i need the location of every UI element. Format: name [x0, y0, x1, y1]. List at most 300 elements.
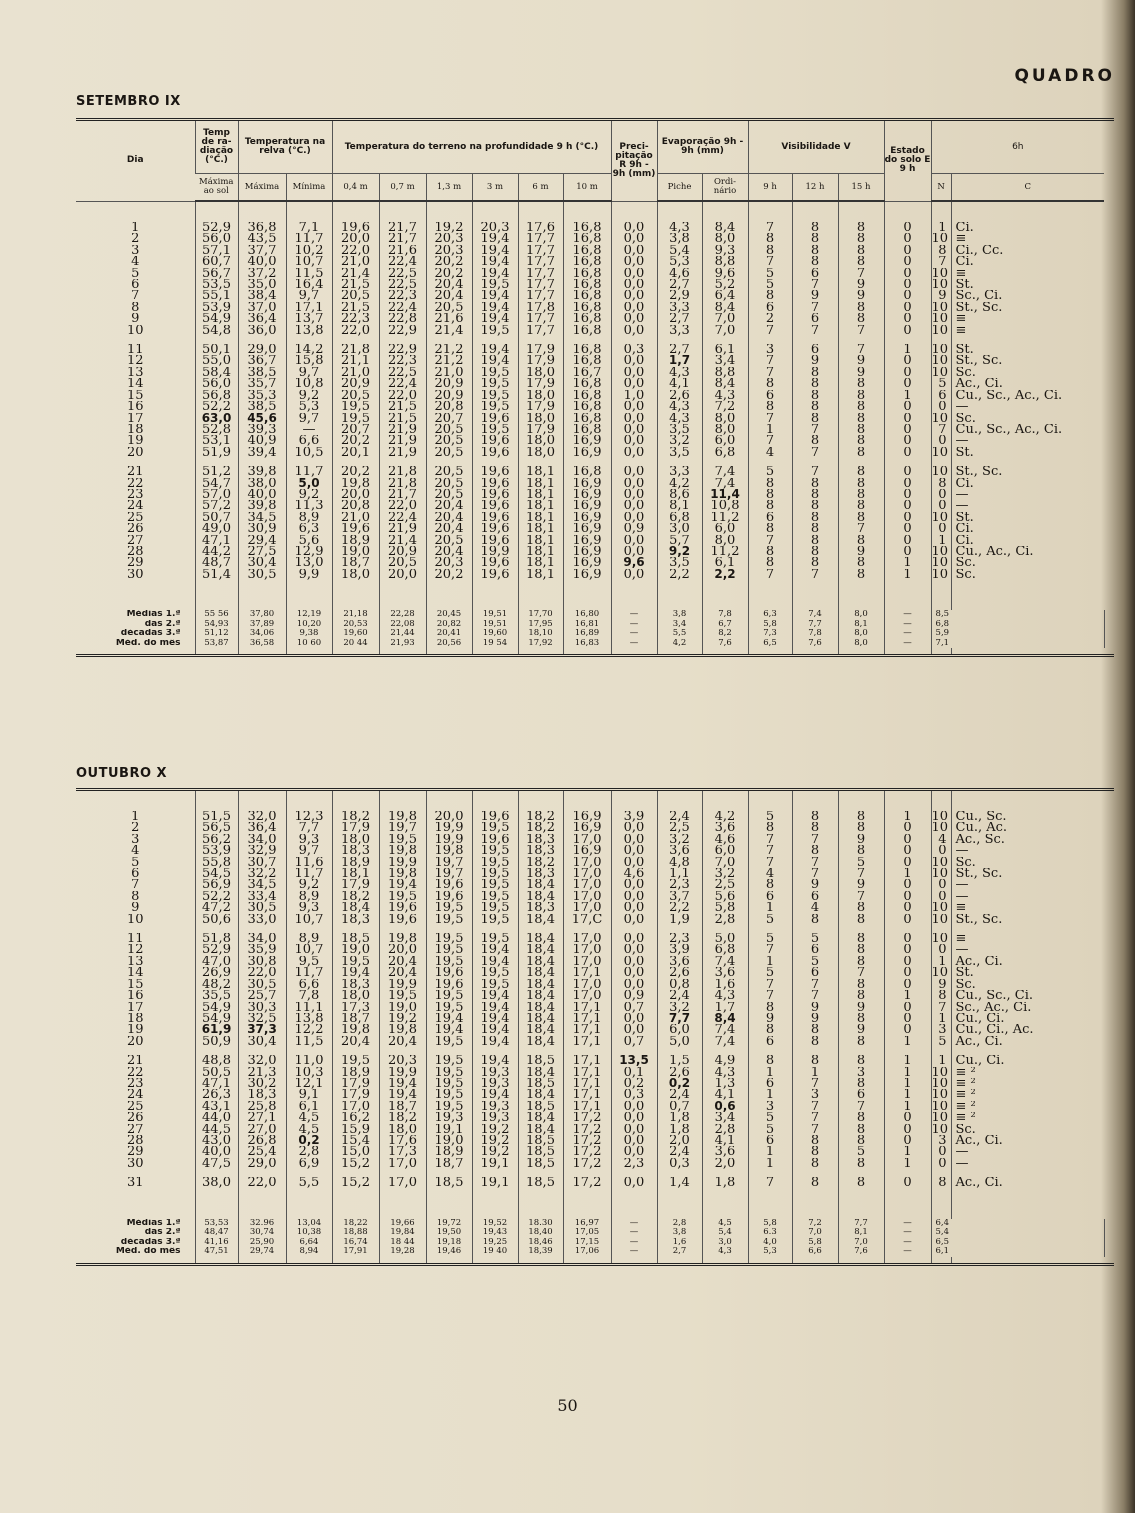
value-cell: 4,1	[702, 1135, 748, 1146]
value-cell: 1,4	[657, 1177, 702, 1188]
value-cell: 7,0	[702, 325, 748, 336]
value-cell: 1	[748, 1158, 792, 1169]
value-cell: 8	[838, 811, 884, 822]
average-cell: 54,93	[195, 620, 238, 630]
value-cell: 8	[792, 222, 838, 233]
value-cell: 3,5	[657, 557, 702, 568]
value-cell: 1	[748, 424, 792, 435]
value-cell: 2,4	[657, 811, 702, 822]
value-cell: 22,4	[379, 378, 426, 389]
value-cell: 0	[884, 447, 931, 458]
average-cell: 7,6	[838, 1247, 884, 1257]
value-cell: 56,2	[195, 834, 238, 845]
value-cell: 20,5	[426, 447, 472, 458]
value-cell: 3,6	[657, 956, 702, 967]
value-cell: 1	[884, 811, 931, 822]
table-row	[76, 979, 1114, 990]
value-cell: 17,0	[563, 868, 611, 879]
value-cell: 19,4	[472, 1055, 518, 1066]
value-cell: 0	[884, 256, 931, 267]
value-cell: 48,8	[195, 1055, 238, 1066]
value-cell: 10	[931, 569, 951, 580]
day-cell: 22	[126, 1066, 144, 1078]
value-cell: 6,1	[702, 557, 748, 568]
depth-header: 10 m	[563, 174, 611, 202]
value-cell: —	[951, 1158, 1104, 1169]
value-cell: 22,3	[379, 290, 426, 301]
value-cell: 18,1	[518, 546, 563, 557]
value-cell: ≡ ²	[951, 1089, 1104, 1100]
value-cell: 18,4	[518, 956, 563, 967]
value-cell: 0,0	[611, 845, 657, 856]
average-cell: 6,8	[931, 620, 1104, 630]
value-cell: 7	[931, 424, 951, 435]
value-cell: 10	[931, 466, 951, 477]
value-cell: 1	[748, 1089, 792, 1100]
value-cell: 19,4	[472, 1089, 518, 1100]
value-cell: 0	[931, 500, 951, 511]
value-cell: 18,4	[332, 902, 379, 913]
value-cell: 38,4	[238, 290, 286, 301]
october-table	[76, 791, 1114, 1263]
value-cell: 0,0	[611, 290, 657, 301]
value-cell: 9,2	[286, 879, 332, 890]
value-cell: 18,1	[332, 868, 379, 879]
value-cell: 16,8	[563, 390, 611, 401]
value-cell: 19,6	[472, 413, 518, 424]
value-cell: 19,2	[472, 1135, 518, 1146]
value-cell: 9	[838, 834, 884, 845]
value-cell: 18,9	[426, 1146, 472, 1157]
value-cell: 1	[884, 1146, 931, 1157]
value-cell: 19,5	[379, 891, 426, 902]
value-cell: 20,3	[426, 245, 472, 256]
value-cell: 33,0	[238, 914, 286, 925]
value-cell: 20,4	[426, 279, 472, 290]
average-cell: 16,97	[563, 1219, 611, 1229]
value-cell: 0	[931, 944, 951, 955]
visib-header: Visibilidade V	[748, 121, 884, 174]
value-cell: 0,0	[611, 1177, 657, 1188]
table-row	[76, 868, 1114, 879]
value-cell: 0	[884, 944, 931, 955]
value-cell: 4	[748, 447, 792, 458]
value-cell: 20,9	[379, 546, 426, 557]
value-cell: 8	[838, 222, 884, 233]
table-row	[76, 967, 1114, 978]
average-cell: 17,95	[518, 620, 563, 630]
value-cell: 11,4	[702, 489, 748, 500]
value-cell: 5	[931, 378, 951, 389]
table-row	[76, 279, 1114, 290]
value-cell: 56,5	[195, 822, 238, 833]
value-cell: 17,2	[563, 1158, 611, 1169]
value-cell: 7	[748, 367, 792, 378]
value-cell: 20,5	[426, 435, 472, 446]
value-cell: 0,0	[611, 1146, 657, 1157]
value-cell: 48,2	[195, 979, 238, 990]
value-cell: 8	[838, 302, 884, 313]
value-cell: 0	[884, 478, 931, 489]
value-cell: 30,7	[238, 857, 286, 868]
table-row	[76, 344, 1114, 355]
value-cell: Cu., Sc., Ac., Ci.	[951, 390, 1104, 401]
value-cell: 18,4	[518, 891, 563, 902]
value-cell: 29,0	[238, 1158, 286, 1169]
value-cell: 4,3	[702, 990, 748, 1001]
value-cell: 7	[792, 990, 838, 1001]
value-cell: 17,3	[379, 1146, 426, 1157]
value-cell: 1	[931, 222, 951, 233]
value-cell: 9,7	[286, 845, 332, 856]
value-cell: 30,4	[238, 1036, 286, 1047]
value-cell: 3,5	[657, 447, 702, 458]
value-cell: 22,9	[379, 325, 426, 336]
value-cell: 13,8	[286, 1013, 332, 1024]
value-cell: 0	[884, 512, 931, 523]
day-cell: 27	[126, 534, 144, 546]
value-cell: 7,4	[702, 1024, 748, 1035]
day-cell: 4	[131, 845, 140, 857]
value-cell: 1	[748, 956, 792, 967]
value-cell: 6	[931, 390, 951, 401]
value-cell: 6,0	[702, 845, 748, 856]
value-cell: 8	[931, 990, 951, 1001]
average-cell: 5,4	[702, 1228, 748, 1238]
value-cell: 17,9	[332, 879, 379, 890]
value-cell: 16,8	[563, 344, 611, 355]
value-cell: 11,7	[286, 868, 332, 879]
day-cell: 24	[126, 500, 144, 512]
value-cell: 16,8	[563, 424, 611, 435]
value-cell: 9	[838, 367, 884, 378]
empty-cell	[1104, 1247, 1114, 1257]
value-cell: 2,4	[657, 1146, 702, 1157]
value-cell: 37,7	[238, 245, 286, 256]
value-cell: 0,6	[702, 1101, 748, 1112]
value-cell: 7,0	[702, 857, 748, 868]
value-cell: 19,5	[472, 367, 518, 378]
value-cell: 16,9	[563, 546, 611, 557]
value-cell: 6,8	[657, 512, 702, 523]
average-cell: 37,89	[238, 620, 286, 630]
value-cell: Cu., Sc., Ac., Ci.	[951, 424, 1104, 435]
value-cell: 20,3	[379, 1055, 426, 1066]
value-cell: 21,5	[379, 401, 426, 412]
value-cell: 2,4	[657, 990, 702, 1001]
value-cell: 0	[884, 834, 931, 845]
value-cell: St., Sc.	[951, 302, 1104, 313]
value-cell: Ci.	[951, 222, 1104, 233]
average-cell: 8,0	[838, 629, 884, 639]
value-cell: 0,0	[611, 857, 657, 868]
value-cell: 4	[748, 868, 792, 879]
value-cell: 17,1	[563, 967, 611, 978]
day-cell: 7	[131, 290, 140, 302]
value-cell: 36,0	[238, 325, 286, 336]
value-cell: 50,1	[195, 344, 238, 355]
value-cell: 8	[748, 478, 792, 489]
value-cell: 19,5	[332, 413, 379, 424]
value-cell: 21,5	[332, 279, 379, 290]
value-cell: 0,0	[611, 478, 657, 489]
value-cell: 20,5	[426, 466, 472, 477]
value-cell: 4,9	[702, 1055, 748, 1066]
value-cell: 3,4	[702, 355, 748, 366]
value-cell: 8,0	[702, 233, 748, 244]
value-cell: 7	[792, 466, 838, 477]
value-cell: 7	[838, 325, 884, 336]
value-cell: 8	[792, 1146, 838, 1157]
value-cell: 1	[884, 1036, 931, 1047]
temp-relva-header: Temperatura na relva (°C.)	[238, 121, 332, 174]
average-cell: 17,91	[332, 1247, 379, 1257]
value-cell: 8	[838, 822, 884, 833]
value-cell: 54,9	[195, 1013, 238, 1024]
value-cell: 0,0	[611, 834, 657, 845]
value-cell: 1	[748, 1146, 792, 1157]
value-cell: 8	[838, 500, 884, 511]
value-cell: 1	[792, 1067, 838, 1078]
value-cell: 0,0	[611, 902, 657, 913]
value-cell: 8	[838, 902, 884, 913]
value-cell: 22,0	[238, 967, 286, 978]
value-cell: 52,8	[195, 424, 238, 435]
value-cell: 15,8	[286, 355, 332, 366]
value-cell: Ac., Ci.	[951, 378, 1104, 389]
average-cell: 19,66	[379, 1219, 426, 1229]
value-cell: 0,0	[611, 302, 657, 313]
average-row	[76, 1228, 1114, 1238]
value-cell: 0,0	[611, 891, 657, 902]
value-cell: 19,5	[472, 325, 518, 336]
value-cell: 14,2	[286, 344, 332, 355]
value-cell: 19,5	[472, 390, 518, 401]
value-cell: 6,8	[702, 944, 748, 955]
value-cell: Ac., Ci.	[951, 1135, 1104, 1146]
value-cell: 48,7	[195, 557, 238, 568]
value-cell: 26,9	[195, 967, 238, 978]
value-cell: 0	[884, 279, 931, 290]
value-cell: 16,9	[563, 569, 611, 580]
value-cell: ≡	[951, 933, 1104, 944]
average-cell: —	[884, 629, 931, 639]
value-cell: 1	[931, 1055, 951, 1066]
value-cell: 10	[931, 1112, 951, 1123]
value-cell: 40,9	[238, 435, 286, 446]
value-cell: 7	[792, 868, 838, 879]
value-cell: 8	[792, 233, 838, 244]
value-cell: 10	[931, 302, 951, 313]
value-cell: 0,0	[611, 489, 657, 500]
value-cell: 52,9	[195, 222, 238, 233]
vis-hour-header: 12 h	[792, 174, 838, 202]
value-cell: 3,2	[702, 868, 748, 879]
value-cell: 7	[748, 569, 792, 580]
day-cell: 12	[126, 355, 144, 367]
value-cell: 8	[748, 233, 792, 244]
day-cell: 3	[131, 833, 140, 846]
value-cell: 19,6	[472, 435, 518, 446]
average-cell: 53,53	[195, 1219, 238, 1229]
value-cell: 0,7	[611, 1036, 657, 1047]
value-cell: 0	[884, 1013, 931, 1024]
value-cell: 19,6	[379, 902, 426, 913]
value-cell: 16,9	[563, 822, 611, 833]
value-cell: 0	[884, 1024, 931, 1035]
value-cell: 54,7	[195, 478, 238, 489]
value-cell: 2,7	[657, 313, 702, 324]
value-cell: 8	[838, 956, 884, 967]
value-cell: 19,4	[426, 1024, 472, 1035]
value-cell: 19,5	[379, 834, 426, 845]
value-cell: 19,7	[426, 868, 472, 879]
value-cell: 8,9	[286, 933, 332, 944]
value-cell: 11,1	[286, 1002, 332, 1013]
average-row	[76, 620, 1114, 630]
value-cell: 51,2	[195, 466, 238, 477]
value-cell: 0	[931, 1158, 951, 1169]
average-cell: 19,43	[472, 1228, 518, 1238]
average-cell: 5,4	[931, 1228, 1104, 1238]
value-cell: 54,8	[195, 325, 238, 336]
value-cell: 7	[838, 868, 884, 879]
value-cell: 40,0	[195, 1146, 238, 1157]
value-cell: 1,6	[702, 979, 748, 990]
value-cell: 0	[884, 822, 931, 833]
value-cell: 18,4	[518, 1002, 563, 1013]
value-cell: 8	[792, 500, 838, 511]
average-cell: 7,7	[792, 620, 838, 630]
value-cell: 49,0	[195, 523, 238, 534]
value-cell: 18,4	[518, 990, 563, 1001]
value-cell: 2,3	[657, 933, 702, 944]
table-row	[76, 879, 1114, 890]
average-label: Méd. do mês	[115, 638, 181, 648]
value-cell: 4,3	[702, 1067, 748, 1078]
value-cell: Sc.	[951, 413, 1104, 424]
value-cell: —	[951, 1146, 1104, 1157]
table-row	[76, 546, 1114, 557]
average-cell: —	[611, 620, 657, 630]
value-cell: —	[951, 401, 1104, 412]
decade-gap	[76, 925, 1114, 933]
value-cell: 8,4	[702, 378, 748, 389]
average-row	[76, 639, 1114, 649]
value-cell: 0	[884, 489, 931, 500]
value-cell: 21,8	[379, 478, 426, 489]
value-cell: 18,1	[518, 535, 563, 546]
average-cell: 7,8	[792, 629, 838, 639]
average-cell: 8,94	[286, 1247, 332, 1257]
value-cell: —	[951, 435, 1104, 446]
day-cell: 4	[131, 256, 140, 268]
value-cell: 19,4	[472, 290, 518, 301]
spacer-row	[76, 201, 1114, 222]
value-cell: 17,2	[563, 1177, 611, 1188]
value-cell: 17,0	[563, 891, 611, 902]
value-cell: 6,4	[702, 290, 748, 301]
value-cell: 8	[838, 569, 884, 580]
average-cell: 19 54	[472, 639, 518, 649]
table-row	[76, 313, 1114, 324]
value-cell: 19,5	[472, 879, 518, 890]
value-cell: 20,0	[379, 569, 426, 580]
value-cell: 17,0	[563, 857, 611, 868]
value-cell: 10	[931, 279, 951, 290]
average-cell: 19,18	[426, 1238, 472, 1248]
value-cell: 8	[792, 845, 838, 856]
value-cell: 16,9	[563, 512, 611, 523]
value-cell: 6,8	[702, 447, 748, 458]
decade-gap	[76, 458, 1114, 466]
value-cell: 0,0	[611, 245, 657, 256]
value-cell: 0,9	[611, 523, 657, 534]
value-cell: 8,0	[702, 424, 748, 435]
day-cell: 6	[131, 868, 140, 880]
value-cell: 7	[838, 1101, 884, 1112]
average-cell: 3,8	[657, 610, 702, 620]
value-cell: 2	[748, 313, 792, 324]
value-cell: 8	[792, 557, 838, 568]
empty-cell	[1104, 639, 1114, 649]
day-cell: 10	[126, 913, 144, 926]
value-cell: 16,8	[563, 325, 611, 336]
value-cell: 58,4	[195, 367, 238, 378]
value-cell: 8	[838, 233, 884, 244]
value-cell: 10	[931, 1089, 951, 1100]
value-cell: 17,7	[518, 279, 563, 290]
value-cell: 8	[792, 390, 838, 401]
value-cell: 38,5	[238, 367, 286, 378]
value-cell: Sc.	[951, 857, 1104, 868]
value-cell: 8,9	[286, 512, 332, 523]
value-cell: 7	[748, 944, 792, 955]
value-cell: 5,7	[657, 535, 702, 546]
value-cell: 6	[792, 891, 838, 902]
value-cell: 30,5	[238, 979, 286, 990]
average-cell: 4,5	[702, 1219, 748, 1229]
value-cell: 7	[748, 435, 792, 446]
table-row	[76, 1124, 1114, 1135]
value-cell: 18,1	[518, 478, 563, 489]
value-cell: 19,3	[426, 1112, 472, 1123]
value-cell: 1	[884, 557, 931, 568]
value-cell: 47,1	[195, 535, 238, 546]
average-cell: 51,12	[195, 629, 238, 639]
value-cell: St.	[951, 279, 1104, 290]
value-cell: 19,5	[426, 990, 472, 1001]
value-cell: 2,2	[702, 569, 748, 580]
value-cell: 0	[884, 355, 931, 366]
value-cell: 20,0	[426, 811, 472, 822]
value-cell: 4,1	[657, 378, 702, 389]
day-cell: 15	[126, 978, 144, 991]
average-cell: 6,6	[792, 1247, 838, 1257]
value-cell: 8	[838, 1112, 884, 1123]
value-cell: 10	[931, 447, 951, 458]
value-cell: 7,7	[657, 1013, 702, 1024]
value-cell: 0,7	[611, 1002, 657, 1013]
table-row	[76, 1158, 1114, 1169]
value-cell: 19,9	[379, 857, 426, 868]
value-cell: 50,7	[195, 512, 238, 523]
day-cell: 17	[126, 1001, 144, 1013]
value-cell: 7,7	[286, 822, 332, 833]
value-cell: 16,9	[563, 447, 611, 458]
value-cell: 15,0	[332, 1146, 379, 1157]
value-cell: 22,0	[238, 1177, 286, 1188]
